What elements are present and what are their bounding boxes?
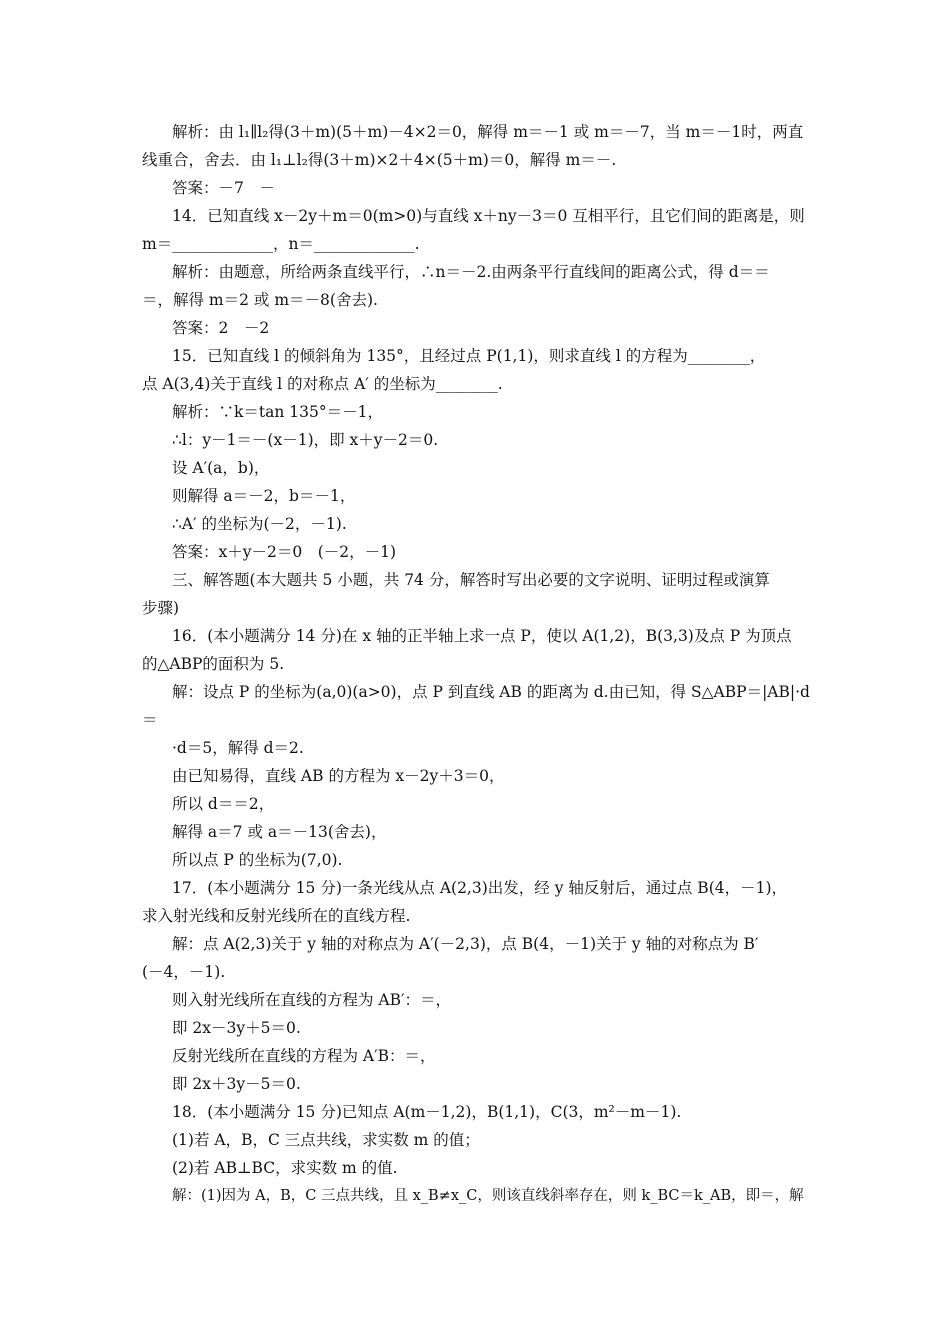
text-line: 解析：由题意，所给两条直线平行，∴n＝－2.由两条平行直线间的距离公式，得 d＝＝: [172, 263, 770, 281]
text-line: 步骤): [142, 599, 180, 617]
text-line: 反射光线所在直线的方程为 A′B：＝，: [172, 1047, 436, 1065]
text-line: (2)若 AB⊥BC，求实数 m 的值.: [172, 1159, 398, 1177]
text-line: 则解得 a＝－2，b＝－1，: [172, 487, 356, 505]
text-line: 求入射光线和反射光线所在的直线方程.: [142, 907, 411, 925]
text-line: 点 A(3,4)关于直线 l 的对称点 A′ 的坐标为________.: [142, 375, 503, 393]
text-line: 即 2x－3y＋5＝0.: [172, 1019, 301, 1037]
text-line: 则入射光线所在直线的方程为 AB′：＝，: [172, 991, 452, 1009]
text-line: 设 A′(a，b)，: [172, 459, 270, 477]
question-18: 18．(本小题满分 15 分)已知点 A(m－1,2)，B(1,1)，C(3，m²－m－1).: [172, 1103, 682, 1121]
answer-line: 答案：－7 －: [172, 179, 275, 197]
section-heading: 三、解答题(本大题共 5 小题，共 74 分，解答时写出必要的文字说明、证明过程或演算: [172, 571, 770, 589]
text-line: 所以点 P 的坐标为(7,0).: [172, 851, 343, 869]
text-line: 所以 d＝＝2，: [172, 795, 275, 813]
answer-line: 答案：x＋y－2＝0 (－2，－1): [172, 543, 397, 561]
text-line: ∴l：y－1＝－(x－1)，即 x＋y－2＝0.: [172, 431, 439, 449]
question-15: 15．已知直线 l 的倾斜角为 135°，且经过点 P(1,1)，则求直线 l 的方程为________，: [172, 347, 766, 365]
text-line: (1)若 A，B，C 三点共线，求实数 m 的值；: [172, 1131, 480, 1149]
question-14: 14．已知直线 x－2y＋m＝0(m>0)与直线 x＋ny－3＝0 互相平行，且它们间的距离是，则: [172, 207, 805, 225]
text-line: ·d＝5，解得 d＝2.: [172, 739, 304, 757]
text-line: 解：点 A(2,3)关于 y 轴的对称点为 A′(－2,3)，点 B(4，－1)关于 y 轴的对称点为 B′: [172, 935, 759, 953]
question-16: 16．(本小题满分 14 分)在 x 轴的正半轴上求一点 P，使以 A(1,2)，B(3,3)及点 P 为顶点: [172, 627, 792, 645]
text-line: ＝: [142, 711, 158, 729]
text-line: 解：(1)因为 A，B，C 三点共线，且 x_B≠x_C，则该直线斜率存在，则 k_BC＝k_AB，即＝，解: [172, 1188, 804, 1204]
text-line: 解析：∵k＝tan 135°＝－1，: [172, 403, 383, 421]
question-17: 17．(本小题满分 15 分)一条光线从点 A(2,3)出发，经 y 轴反射后，通过点 B(4，－1)，: [172, 879, 788, 897]
text-line: 解得 a＝7 或 a＝－13(舍去)，: [172, 823, 387, 841]
text-line: m＝_____________，n＝_____________.: [142, 235, 420, 253]
text-line: 由已知易得，直线 AB 的方程为 x－2y＋3＝0，: [172, 767, 505, 785]
text-line: (－4，－1).: [142, 963, 226, 981]
text-line: ＝，解得 m＝2 或 m＝－8(舍去).: [142, 291, 378, 309]
text-line: 即 2x＋3y－5＝0.: [172, 1075, 301, 1093]
text-line: 线重合，舍去．由 l₁⊥l₂得(3＋m)×2＋4×(5＋m)＝0，解得 m＝－.: [142, 151, 617, 169]
answer-line: 答案：2 －2: [172, 319, 270, 337]
text-line: ∴A′ 的坐标为(－2，－1).: [172, 515, 347, 533]
text-line: 解：设点 P 的坐标为(a,0)(a>0)，点 P 到直线 AB 的距离为 d.由已知，得 S△ABP＝|AB|·d: [172, 683, 810, 701]
text-line: 解析：由 l₁∥l₂得(3＋m)(5＋m)－4×2＝0，解得 m＝－1 或 m＝－7，当 m＝－1时，两直: [172, 123, 804, 141]
text-line: 的△ABP的面积为 5.: [142, 655, 285, 673]
